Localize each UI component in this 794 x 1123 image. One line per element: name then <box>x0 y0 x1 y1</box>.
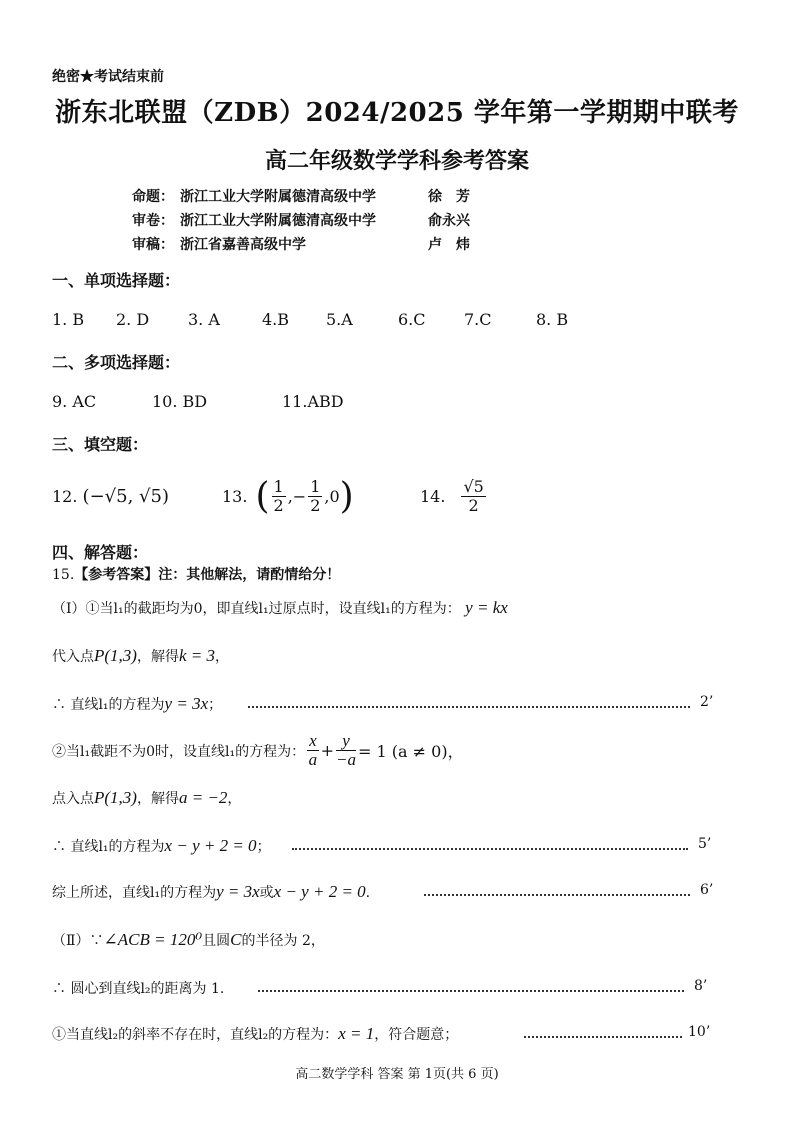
score-mark: 8’ <box>694 978 708 994</box>
solution-line: ∴ 圆心到直线l₂的距离为 1. <box>52 981 225 997</box>
fraction: $\frac{1}{2}$ <box>273 477 284 515</box>
question-number: 13. <box>222 487 248 506</box>
confidential-mark: 绝密★考试结束前 <box>52 69 164 85</box>
credit-school: 浙江省嘉善高级中学 <box>180 237 306 253</box>
question-number: 14. <box>420 487 446 506</box>
answer-item: 5.A <box>326 310 353 329</box>
answer-item: 11.ABD <box>282 392 344 411</box>
dotted-leader <box>248 706 690 708</box>
dotted-leader <box>292 848 688 850</box>
credit-school: 浙江工业大学附属德清高级中学 <box>180 189 376 205</box>
section-heading-single-choice: 一、单项选择题： <box>52 271 181 290</box>
fraction: $\frac{1}{2}$ <box>310 477 321 515</box>
solution-line: 综上所述，直线l₁的方程为y = 3x或x − y + 2 = 0. <box>52 882 371 901</box>
answer-item: 9. AC <box>52 392 97 411</box>
solution-line: （Ⅰ）①当l₁的截距均为0，即直线l₁过原点时，设直线l₁的方程为： y = kx <box>52 598 508 617</box>
answer-item: 2. D <box>116 310 150 329</box>
credit-school: 浙江工业大学附属德清高级中学 <box>180 213 376 229</box>
answer-item: 1. B <box>52 310 85 329</box>
score-mark: 10’ <box>688 1024 711 1040</box>
section-heading-fill-in: 三、填空题： <box>52 435 149 454</box>
answer-item: 4.B <box>262 310 290 329</box>
solution-line: ②当l₁截距不为0时，设直线l₁的方程为： $\frac{x}{a}$ + $\frac{y}{-a}$ = 1 (a ≠ 0)， <box>52 731 464 769</box>
fill-answer-12 <box>52 486 169 507</box>
solution-line: 代入点P(1,3)，解得k = 3， <box>52 646 229 665</box>
fill-answer-13: 13. ( $\frac{1}{2}$ ,− $\frac{1}{2}$ ,0 ) <box>222 476 354 517</box>
solution-line: ①当直线l₂的斜率不存在时，直线l₂的方程为：x = 1，符合题意； <box>52 1024 459 1043</box>
answer-item: 8. B <box>536 310 569 329</box>
credit-role: 审卷： <box>132 213 174 229</box>
dotted-leader <box>424 894 690 896</box>
score-mark: 6’ <box>700 882 714 898</box>
solution-line: ∴ 直线l₁的方程为x − y + 2 = 0； <box>52 836 271 855</box>
credit-role: 命题： <box>132 189 174 205</box>
dotted-leader <box>524 1036 682 1038</box>
answer-math: (−√5, √5) <box>82 486 169 507</box>
credit-line-reviewer <box>132 210 470 230</box>
section-heading-solutions: 四、解答题： <box>52 543 149 562</box>
answer-item: 3. A <box>188 310 220 329</box>
credit-person: 徐 芳 <box>428 189 470 205</box>
q15-note: 15.【参考答案】注：其他解法，请酌情给分！ <box>52 567 341 583</box>
page-footer: 高二数学学科 答案 第 1页(共 6 页) <box>295 1067 499 1082</box>
answer-item: 6.C <box>398 310 426 329</box>
score-mark: 5’ <box>698 836 712 852</box>
credit-person: 卢 炜 <box>428 237 470 253</box>
solution-line: ∴ 直线l₁的方程为y = 3x； <box>52 694 223 713</box>
answer-item: 7.C <box>464 310 492 329</box>
credit-person: 俞永兴 <box>428 213 470 229</box>
solution-line: 点入点P(1,3)，解得a = −2， <box>52 788 242 807</box>
credit-line-proofreader <box>132 234 470 254</box>
exam-subtitle: 高二年级数学学科参考答案 <box>264 148 529 174</box>
answer-item: 10. BD <box>152 392 208 411</box>
fraction: $\frac{√5}{2}$ <box>463 477 484 515</box>
multi-choice-answers <box>52 392 344 411</box>
section-heading-multi-choice: 二、多项选择题： <box>52 353 181 372</box>
fraction: $\frac{x}{a}$ <box>308 731 318 769</box>
single-choice-answers <box>52 310 568 329</box>
credit-line-setter <box>132 186 470 206</box>
dotted-leader <box>258 990 684 992</box>
fraction: $\frac{y}{-a}$ <box>336 731 357 769</box>
solution-line: （Ⅱ）∵∠ACB = 120⁰且圆C的半径为 2， <box>52 930 325 949</box>
score-mark: 2’ <box>700 694 714 710</box>
fill-answer-14 <box>420 478 488 515</box>
credit-role: 审稿： <box>132 237 174 253</box>
question-number: 12. <box>52 487 78 506</box>
exam-title: 浙东北联盟（ZDB）2024/2025 学年第一学期期中联考 <box>55 98 739 128</box>
